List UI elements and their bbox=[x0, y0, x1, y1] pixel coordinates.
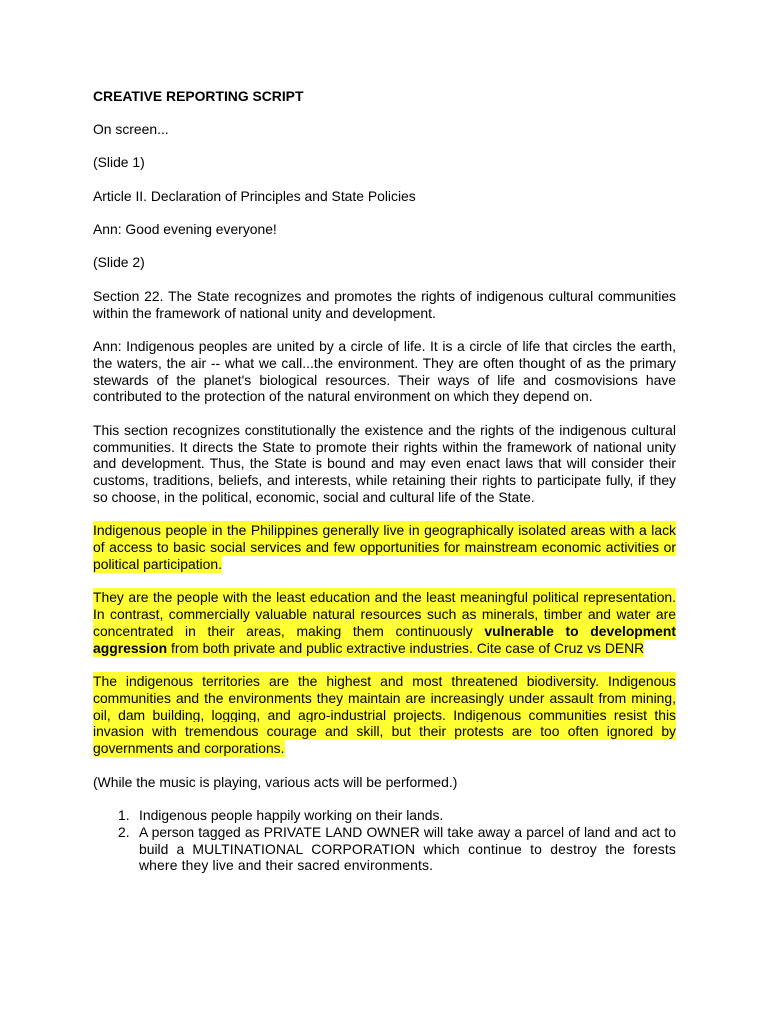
ann-circle-of-life-paragraph: Ann: Indigenous peoples are united by a circle of life. It is a circle of life that circles the earth, the waters, the air -- what we call...the environment. They are often thought of as the primary stewards of the planet's biological resources. Their ways of life and cosmovisions have contributed to the protection of the natural environment on which they depend on. bbox=[93, 337, 676, 405]
acts-list bbox=[93, 807, 676, 874]
document-page bbox=[93, 88, 676, 874]
music-note: (While the music is playing, various acts will be performed.) bbox=[93, 773, 458, 790]
ann-greeting: Ann: Good evening everyone! bbox=[93, 220, 277, 237]
list-number: 1. bbox=[118, 807, 130, 824]
highlight-text: The indigenous territories are the highest and most threatened biodiversity. Indigenous communities and the environments they maintain are increasingly under assault from mining, oil, dam building, logging, and agro-industrial projects. Indigenous communities resist this invasion with tremendous courage and skill, but their protests are too often ignored by governments and corporations. bbox=[93, 673, 676, 757]
section-22-paragraph: Section 22. The State recognizes and promotes the rights of indigenous cultural communities within the framework of national unity and development. bbox=[93, 287, 676, 321]
section-recognition-paragraph: This section recognizes constitutionally the existence and the rights of the indigenous cultural communities. It directs the State to promote their rights within the framework of national unity and development. Thus, the State is bound and may even enact laws that will consider their customs, traditions, beliefs, and interests, while retaining their rights to participate fully, if they so choose, in the political, economic, social and cultural life of the State. bbox=[93, 421, 676, 505]
list-number: 2. bbox=[118, 823, 130, 840]
slide-1-label: (Slide 1) bbox=[93, 154, 145, 171]
slide-2-label: (Slide 2) bbox=[93, 254, 145, 271]
list-item-text-continued: MULTINATIONAL CORPORATION which continue to destroy the forests where they live and their sacred environments. bbox=[139, 840, 677, 874]
on-screen-note: On screen... bbox=[93, 120, 169, 137]
highlighted-paragraph-least-education bbox=[93, 589, 676, 656]
highlight-bold-phrase: vulnerable to development aggression bbox=[93, 622, 676, 656]
highlight-text: from both private and public extractive industries. Cite case of Cruz vs DENR bbox=[167, 639, 645, 656]
article-heading: Article II. Declaration of Principles and State Policies bbox=[93, 187, 416, 204]
highlighted-paragraph-biodiversity bbox=[93, 673, 676, 757]
highlight-text: They are the people with the least education and the least meaningful political representation. In contrast, commercially valuable natural resources such as minerals, timber and water are concentrated in their areas, making them continuously bbox=[93, 589, 676, 639]
highlight-text: Indigenous people in the Philippines generally live in geographically isolated areas with a lack of access to basic social services and few opportunities for mainstream economic activities or political participation. bbox=[93, 522, 676, 572]
highlighted-paragraph-isolated-areas bbox=[93, 522, 676, 572]
list-item-text: Indigenous people happily working on their lands. bbox=[139, 807, 444, 824]
document-title: CREATIVE REPORTING SCRIPT bbox=[93, 88, 304, 104]
list-item bbox=[93, 824, 676, 874]
list-item bbox=[93, 807, 676, 824]
list-item-text: A person tagged as PRIVATE LAND OWNER will take away a parcel of land and act to build a bbox=[139, 823, 676, 857]
